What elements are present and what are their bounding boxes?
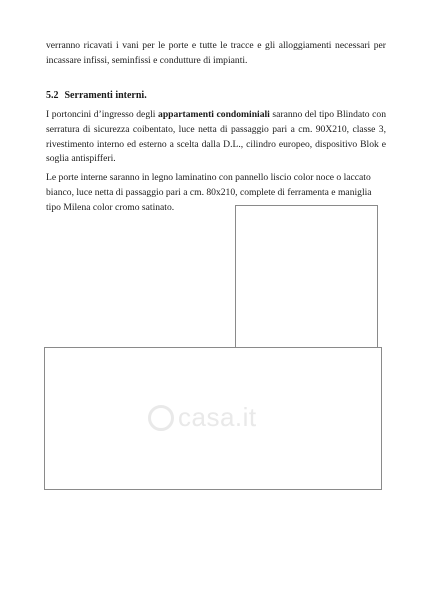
paragraph1-text-end: saranno del tipo Blindato con serratura di sicurezza coibentato, luce netta di passaggio pari a cm. 90X210, classe 3, rivestimento interno ed esterno a scelta dalla D.L., cilindro europeo, dispositivo Blok e soglia antispifferi. <box>46 109 387 165</box>
paragraph1-text-start: I portoncini d’ingresso degli <box>46 109 159 120</box>
intro-paragraph: verranno ricavati i vani per le porte e tutte le tracce e gli alloggiamenti necessari per incassare infissi, seminfissi e condutture di impianti. <box>46 40 386 66</box>
watermark-text: casa.it <box>178 402 257 432</box>
paragraph1-bold-text: appartamenti condominiali <box>158 109 270 120</box>
section-heading <box>46 90 147 101</box>
section-title: Serramenti interni. <box>64 90 147 101</box>
door-image-placeholder-top <box>235 205 378 349</box>
paragraph-doors-internal: Le porte interne saranno in legno laminatino con pannello liscio color noce o laccato bianco, luce netta di passaggio pari a cm. 80x210, complete di ferramenta e maniglia tipo Milena color cromo satinato. <box>46 172 372 213</box>
watermark <box>148 402 257 433</box>
section-number: 5.2 <box>46 90 59 101</box>
paragraph-doors-entrance <box>46 108 386 167</box>
watermark-logo-icon <box>148 405 174 431</box>
